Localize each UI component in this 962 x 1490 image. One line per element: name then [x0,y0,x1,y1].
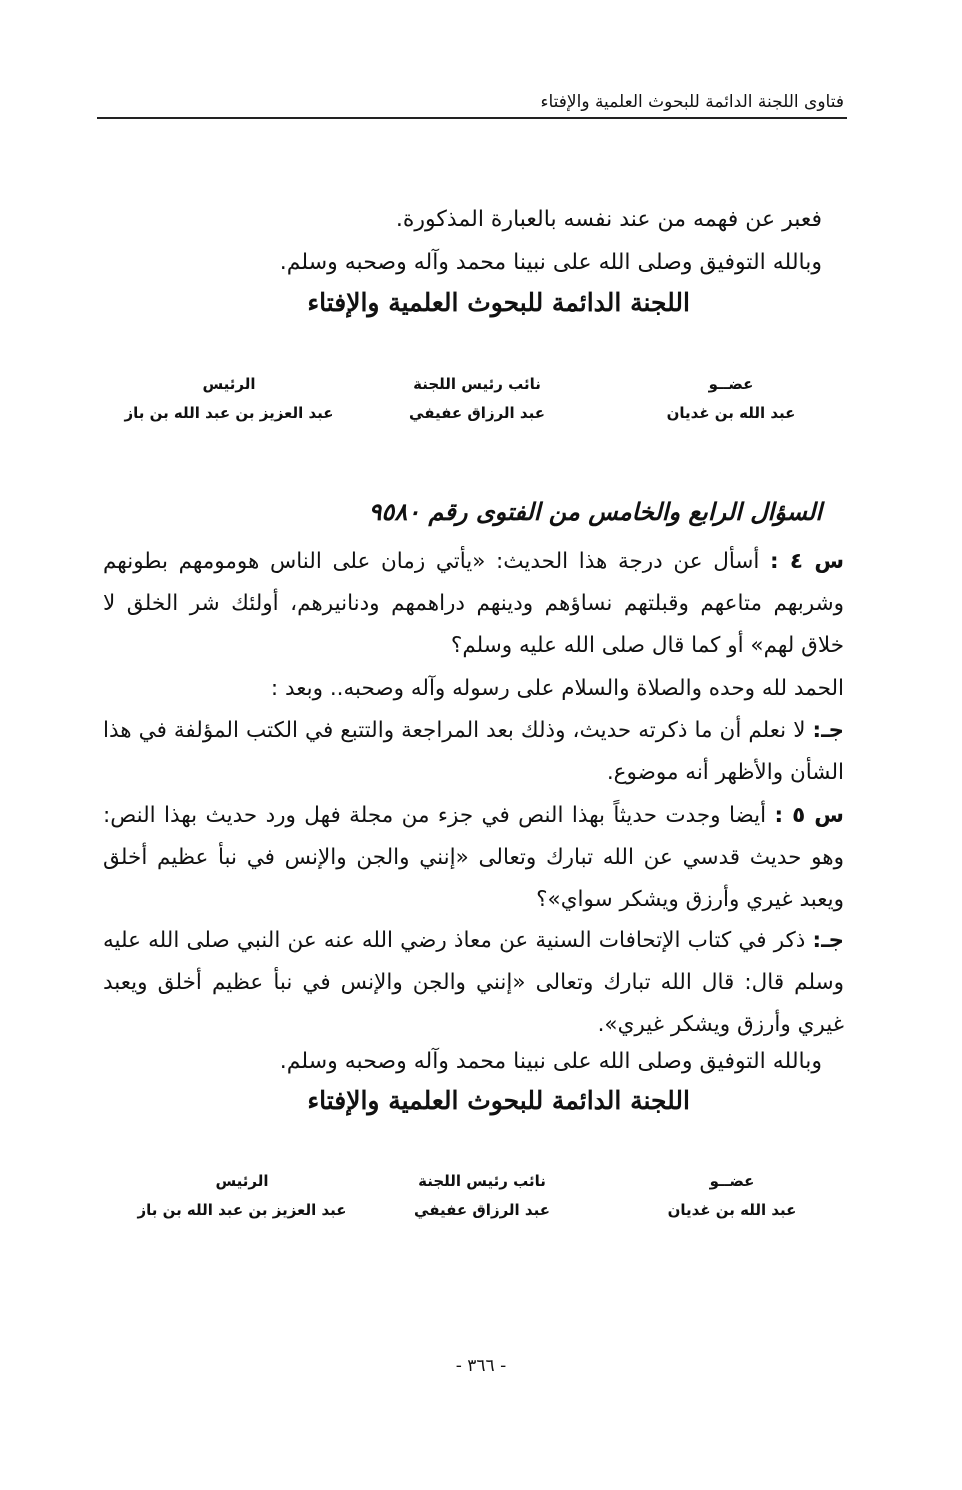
signature-title: عضــو [708,375,754,393]
header-rule [97,117,847,119]
signature-member [662,1167,802,1224]
question-4 [103,541,844,667]
question-marker: س ٥ : [774,803,844,828]
running-header: فتاوى اللجنة الدائمة للبحوث العلمية والإفتاء [534,92,844,112]
answer-marker: جـ: [812,718,844,743]
answer-marker: جـ: [812,928,844,953]
signature-chair [132,1167,352,1224]
signature-name: عبد الرزاق عفيفي [409,403,545,422]
signature-member [666,370,796,427]
praise-line: الحمد لله وحده والصلاة والسلام على رسوله وآله وصحبه.. وبعد : [270,676,844,701]
signature-name: عبد الله بن غديان [666,403,796,422]
signature-deputy [402,370,552,427]
answer-4 [103,710,844,794]
page-number: - ٣٦٦ - [455,1356,507,1376]
signature-title: الرئيس [202,375,256,393]
answer-text: لا نعلم أن ما ذكرته حديث، وذلك بعد المراجعة والتتبع في الكتب المؤلفة في هذا الشأن والأظهر أنه موضوع. [103,718,844,785]
fatwa-title: السؤال الرابع والخامس من الفتوى رقم ٩٥٨٠ [368,497,822,526]
signature-title: نائب رئيس اللجنة [418,1172,546,1190]
answer-text: ذكر في كتاب الإتحافات السنية عن معاذ رضي الله عنه عن النبي صلى الله عليه وسلم قال: قال الله تبارك وتعالى «إنني والجن والإنس في نبأ عظيم أخلق ويعبد غيري وأرزق ويشكر غيري». [103,928,844,1037]
signature-name: عبد الرزاق عفيفي [414,1200,550,1219]
signature-chair [124,370,334,427]
closing-line: وبالله التوفيق وصلى الله على نبينا محمد وآله وصحبه وسلم. [279,1049,822,1074]
answer-5 [103,920,844,1046]
question-marker: س ٤ : [770,549,844,574]
signature-deputy [407,1167,557,1224]
signature-title: الرئيس [215,1172,269,1190]
signature-name: عبد العزيز بن عبد الله بن باز [137,1200,347,1219]
committee-name: اللجنة الدائمة للبحوث العلمية والإفتاء [307,288,690,317]
signature-title: نائب رئيس اللجنة [413,375,541,393]
text-line: وبالله التوفيق وصلى الله على نبينا محمد وآله وصحبه وسلم. [279,250,822,275]
signature-name: عبد العزيز بن عبد الله بن باز [124,403,334,422]
signature-name: عبد الله بن غديان [667,1200,797,1219]
signature-title: عضــو [709,1172,755,1190]
question-text: أيضا وجدت حديثاً بهذا النص في جزء من مجلة فهل ورد حديث بهذا النص: وهو حديث قدسي عن الله تبارك وتعالى «إنني والجن والإنس في نبأ عظيم أخلق ويعبد غيري وأرزق ويشكر سواي»؟ [103,803,844,912]
question-5 [103,795,844,921]
text-line: فعبر عن فهمه من عند نفسه بالعبارة المذكورة. [395,207,822,232]
committee-name: اللجنة الدائمة للبحوث العلمية والإفتاء [307,1086,690,1115]
question-text: أسأل عن درجة هذا الحديث: «يأتي زمان على الناس هومومهم بطونهم وشربهم متاعهم وقبلتهم نساؤهم ودينهم دراهمهم ودنانيرهم، أولئك شر الخلق لا خلاق لهم» أو كما قال صلى الله عليه وسلم؟ [103,549,844,658]
